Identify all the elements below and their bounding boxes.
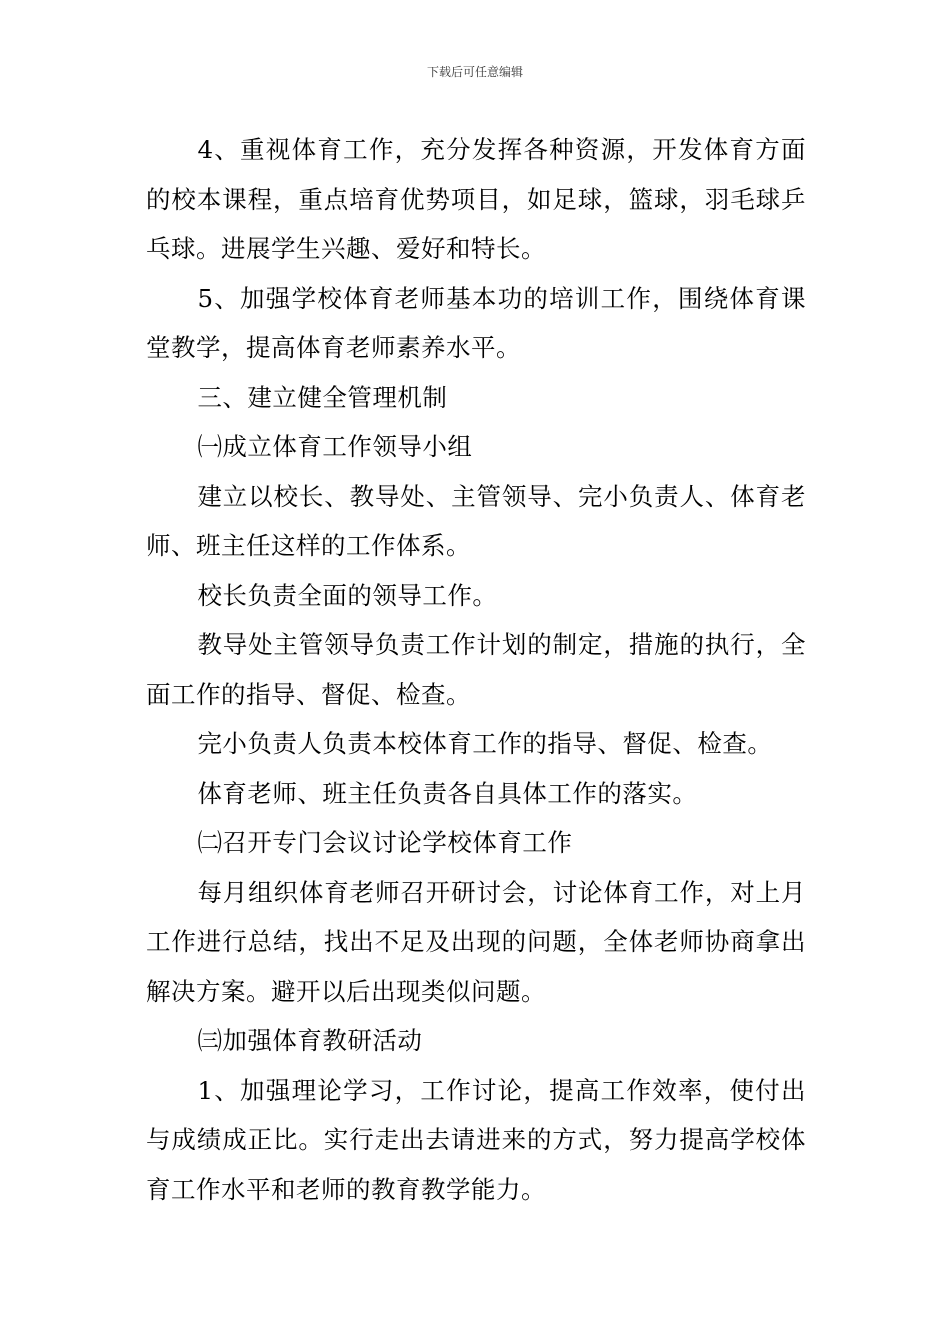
- paragraph-sports-resources: 4、重视体育工作，充分发挥各种资源，开发体育方面的校本课程，重点培育优势项目，如足球，篮球，羽毛球乒乓球。进展学生兴趣、爱好和特长。: [146, 135, 806, 263]
- paragraph-teacher-training: 5、加强学校体育老师基本功的培训工作，围绕体育课堂教学，提高体育老师素养水平。: [146, 283, 806, 362]
- page-header: 下载后可任意编辑: [426, 65, 523, 79]
- subheading-teaching-research: ㈢加强体育教研活动: [197, 1026, 423, 1055]
- paragraph-teacher-duty: 体育老师、班主任负责各自具体工作的落实。: [197, 778, 698, 808]
- paragraph-work-system: 建立以校长、教导处、主管领导、完小负责人、体育老师、班主任这样的工作体系。: [146, 481, 806, 560]
- paragraph-office-duty: 教导处主管领导负责工作计划的制定，措施的执行，全面工作的指导、督促、检查。: [146, 630, 806, 709]
- section-heading-management: 三、建立健全管理机制: [197, 382, 448, 412]
- paragraph-principal-duty: 校长负责全面的领导工作。: [197, 580, 498, 610]
- paragraph-theory-study: 1、加强理论学习，工作讨论，提高工作效率，使付出与成绩成正比。实行走出去请进来的方式，努力提高学校体育工作水平和老师的教育教学能力。: [146, 1075, 806, 1204]
- paragraph-monthly-seminar: 每月组织体育老师召开研讨会，讨论体育工作，对上月工作进行总结，找出不足及出现的问题，全体老师协商拿出解决方案。避开以后出现类似问题。: [146, 877, 806, 1006]
- paragraph-school-head-duty: 完小负责人负责本校体育工作的指导、督促、检查。: [197, 729, 773, 758]
- subheading-leadership-group: ㈠成立体育工作领导小组: [197, 432, 473, 461]
- subheading-special-meetings: ㈡召开专门会议讨论学校体育工作: [197, 828, 573, 857]
- document-body: [146, 125, 806, 1214]
